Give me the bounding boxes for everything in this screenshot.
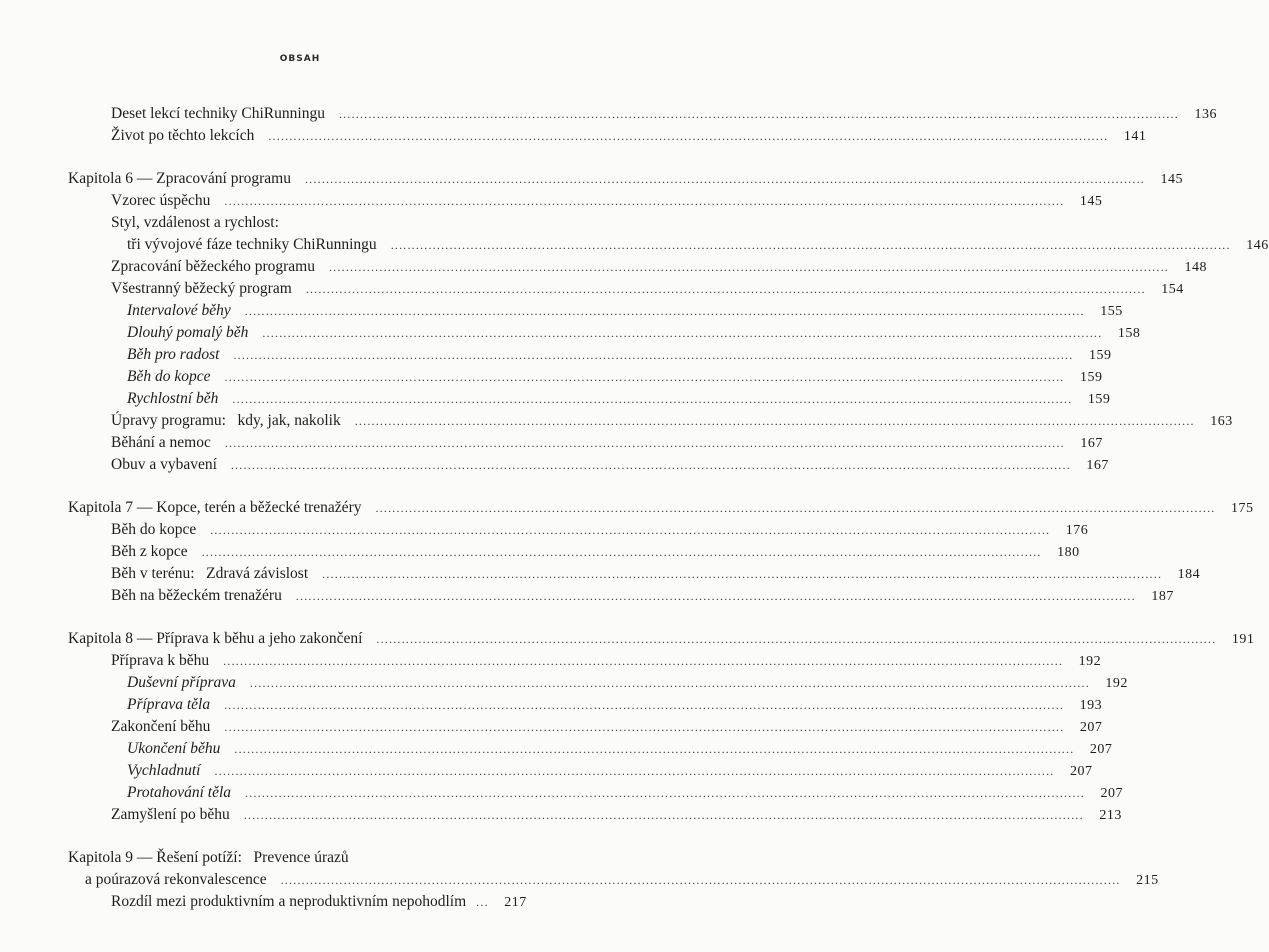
dot-leader: ........................................................................................................................................................................................................	[328, 260, 1169, 274]
page-number: 207	[1100, 786, 1124, 801]
page-number: 163	[1210, 414, 1233, 429]
dot-leader: ........................................................................................................................................................................................................	[224, 720, 1065, 734]
page-number: 184	[1177, 567, 1201, 582]
page-number: 145	[1079, 194, 1103, 209]
entry-title: Příprava k běhu	[111, 652, 210, 669]
dot-leader: ........................................................................................................................................................................................................	[295, 589, 1136, 603]
toc-entry[interactable]	[68, 694, 1103, 716]
page-number: 167	[1080, 436, 1103, 451]
dot-leader: ........................................................................................................................................................................................................	[224, 370, 1065, 384]
page-number: 159	[1088, 348, 1112, 363]
page-number: 191	[1231, 632, 1255, 647]
entry-title: Vzorec úspěchu	[111, 192, 211, 209]
page-number: 141	[1123, 129, 1147, 144]
page-number: 207	[1089, 742, 1113, 757]
entry-title: Zamyšlení po běhu	[111, 806, 230, 823]
dot-leader: ........................................................................................................................................................................................................	[210, 523, 1051, 537]
page-number: 180	[1057, 545, 1080, 560]
page-number: 175	[1230, 501, 1254, 516]
dot-leader: ........................................................................................................................................................................................................	[375, 501, 1216, 515]
toc-chapter-entry[interactable]	[68, 628, 1255, 650]
toc-entry[interactable]	[68, 716, 1103, 738]
toc-entry[interactable]	[68, 125, 1147, 147]
entry-title: a poúrazová rekonvalescence	[85, 871, 267, 888]
page-number: 154	[1161, 282, 1184, 297]
toc-entry[interactable]	[68, 738, 1113, 760]
dot-leader: ........................................................................................................................................................................................................	[230, 458, 1071, 472]
page-number: 148	[1184, 260, 1207, 275]
dot-leader: ...	[476, 895, 489, 909]
toc-chapter-entry[interactable]	[68, 847, 522, 869]
dot-leader: ........................................................................................................................................................................................................	[305, 282, 1146, 296]
toc-entry[interactable]	[68, 804, 1122, 826]
page-number: 158	[1117, 326, 1141, 341]
page-number: 155	[1100, 304, 1123, 319]
page-number: 193	[1079, 698, 1103, 713]
dot-leader: ........................................................................................................................................................................................................	[376, 632, 1217, 646]
toc-chapter-entry[interactable]	[68, 168, 1183, 190]
toc-entry[interactable]	[68, 278, 1184, 300]
dot-leader: ........................................................................................................................................................................................................	[245, 786, 1086, 800]
toc-chapter-entry[interactable]	[68, 497, 1254, 519]
page-number: 159	[1080, 370, 1103, 385]
entry-title: Kapitola 6 — Zpracování programu	[68, 170, 291, 187]
entry-title: Kapitola 8 — Příprava k běhu a jeho zakončení	[68, 630, 363, 647]
page-number: 192	[1105, 676, 1128, 691]
toc-entry[interactable]	[68, 541, 1080, 563]
dot-leader: ........................................................................................................................................................................................................	[280, 873, 1121, 887]
entry-title: Všestranný běžecký program	[111, 280, 292, 297]
entry-title: Úpravy programu: kdy, jak, nakolik	[111, 412, 341, 429]
toc-entry[interactable]	[68, 432, 1103, 454]
toc-entry[interactable]	[68, 103, 1217, 125]
entry-title: Styl, vzdálenost a rychlost:	[111, 214, 279, 231]
toc-entry[interactable]	[68, 388, 1111, 410]
toc-entry[interactable]	[68, 212, 522, 234]
toc-section	[68, 847, 1159, 913]
entry-title: Duševní příprava	[127, 674, 236, 691]
entry-title: Dlouhý pomalý běh	[127, 324, 249, 341]
dot-leader: ........................................................................................................................................................................................................	[233, 348, 1074, 362]
dot-leader: ........................................................................................................................................................................................................	[249, 676, 1090, 690]
dot-leader: ........................................................................................................................................................................................................	[322, 567, 1163, 581]
dot-leader: ........................................................................................................................................................................................................	[214, 764, 1055, 778]
entry-title: Běhání a nemoc	[111, 434, 211, 451]
entry-title: Rozdíl mezi produktivním a neproduktivním nepohodlím	[111, 893, 467, 910]
dot-leader: ........................................................................................................................................................................................................	[390, 238, 1231, 252]
page-number: 217	[504, 895, 527, 910]
toc-entry[interactable]	[68, 650, 1102, 672]
entry-title: Kapitola 9 — Řešení potíží: Prevence úrazů	[68, 849, 349, 866]
dot-leader: ........................................................................................................................................................................................................	[234, 742, 1075, 756]
dot-leader: ........................................................................................................................................................................................................	[201, 545, 1042, 559]
entry-title: Ukončení běhu	[127, 740, 221, 757]
toc-entry[interactable]	[68, 234, 1269, 256]
entry-title: Běh na běžeckém trenažéru	[111, 587, 282, 604]
toc-section	[68, 168, 1269, 476]
page-header: OBSAH	[279, 54, 321, 64]
page-number: 145	[1160, 172, 1183, 187]
page-number: 176	[1065, 523, 1089, 538]
toc-entry[interactable]	[68, 782, 1124, 804]
dot-leader: ........................................................................................................................................................................................................	[262, 326, 1103, 340]
dot-leader: ........................................................................................................................................................................................................	[223, 654, 1064, 668]
dot-leader: ........................................................................................................................................................................................................	[243, 808, 1084, 822]
toc-entry[interactable]	[68, 366, 1103, 388]
page-number: 167	[1086, 458, 1109, 473]
toc-entry[interactable]	[68, 190, 1103, 212]
entry-title: Život po těchto lekcích	[111, 127, 255, 144]
toc-entry[interactable]	[68, 672, 1128, 694]
dot-leader: ........................................................................................................................................................................................................	[224, 698, 1065, 712]
toc-entry[interactable]	[68, 410, 1233, 432]
toc-section	[68, 103, 1217, 147]
entry-title: Běh z kopce	[111, 543, 188, 560]
toc-entry[interactable]	[68, 519, 1089, 541]
entry-title: Obuv a vybavení	[111, 456, 217, 473]
toc-entry[interactable]	[68, 454, 1109, 476]
entry-title: Zpracování běžeckého programu	[111, 258, 315, 275]
dot-leader: ........................................................................................................................................................................................................	[224, 436, 1065, 450]
dot-leader: ........................................................................................................................................................................................................	[354, 414, 1195, 428]
page-number: 207	[1069, 764, 1093, 779]
page-number: 146	[1246, 238, 1269, 253]
dot-leader: ........................................................................................................................................................................................................	[338, 107, 1179, 121]
toc-entry[interactable]	[68, 256, 1207, 278]
dot-leader: ........................................................................................................................................................................................................	[244, 304, 1085, 318]
toc-entry[interactable]	[68, 322, 1141, 344]
entry-title: tři vývojové fáze techniky ChiRunningu	[127, 236, 377, 253]
dot-leader: ........................................................................................................................................................................................................	[304, 172, 1145, 186]
entry-title: Intervalové běhy	[127, 302, 231, 319]
entry-title: Kapitola 7 — Kopce, terén a běžecké trenažéry	[68, 499, 362, 516]
toc-entry[interactable]	[68, 869, 1159, 891]
toc-entry[interactable]	[68, 891, 527, 913]
toc-section	[68, 628, 1255, 826]
entry-title: Zakončení běhu	[111, 718, 211, 735]
toc-section	[68, 497, 1254, 607]
page-number: 136	[1194, 107, 1217, 122]
table-of-contents	[68, 103, 1269, 934]
toc-entry[interactable]	[68, 344, 1112, 366]
toc-entry[interactable]	[68, 760, 1093, 782]
page-number: 192	[1078, 654, 1102, 669]
dot-leader: ........................................................................................................................................................................................................	[232, 392, 1073, 406]
entry-title: Rychlostní běh	[127, 390, 219, 407]
entry-title: Vychladnutí	[127, 762, 201, 779]
entry-title: Běh do kopce	[127, 368, 211, 385]
entry-title: Příprava těla	[127, 696, 211, 713]
dot-leader: ........................................................................................................................................................................................................	[224, 194, 1065, 208]
entry-title: Běh pro radost	[127, 346, 220, 363]
toc-entry[interactable]	[68, 300, 1123, 322]
page-number: 159	[1087, 392, 1111, 407]
dot-leader: ........................................................................................................................................................................................................	[268, 129, 1109, 143]
page-number: 207	[1079, 720, 1103, 735]
toc-entry[interactable]	[68, 585, 1174, 607]
page-number: 187	[1151, 589, 1174, 604]
entry-title: Běh v terénu: Zdravá závislost	[111, 565, 309, 582]
entry-title: Běh do kopce	[111, 521, 197, 538]
entry-title: Deset lekcí techniky ChiRunningu	[111, 105, 325, 122]
page-number: 213	[1099, 808, 1122, 823]
page-number: 215	[1136, 873, 1159, 888]
toc-entry[interactable]	[68, 563, 1201, 585]
entry-title: Protahování těla	[127, 784, 232, 801]
